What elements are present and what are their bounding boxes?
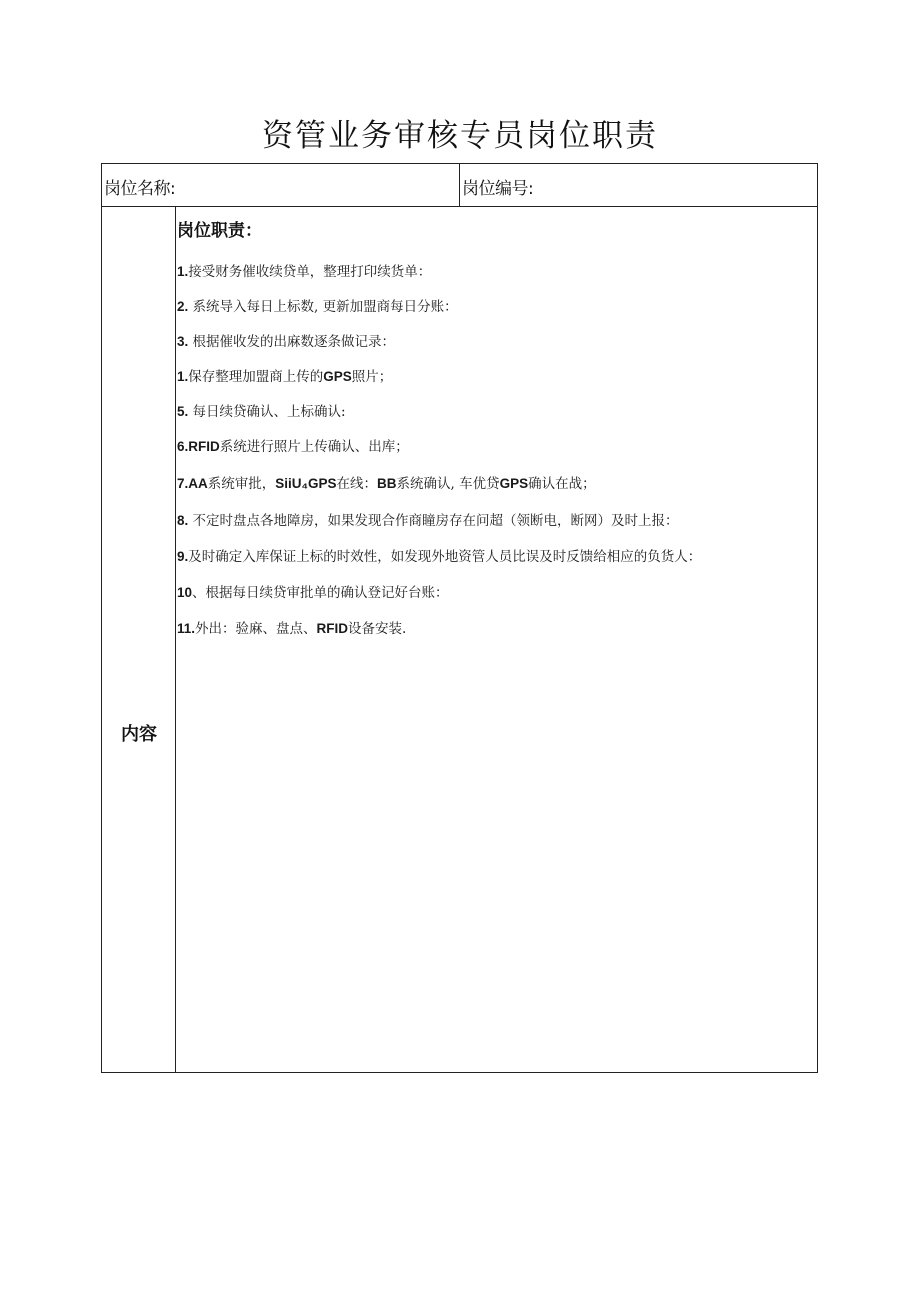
duty-item: 6.RFID系统进行照片上传确认、出库； xyxy=(177,439,409,455)
duties-heading: 岗位职责： xyxy=(177,221,262,241)
document-title: 资管业务审核专员岗位职责 xyxy=(262,118,658,154)
position-name-cell xyxy=(102,164,460,206)
job-duties-table xyxy=(101,163,818,1073)
duty-item: 1.保存整理加盟商上传的GPS照片； xyxy=(177,369,393,385)
duty-item: 7.AA系统审批，SiiU₄GPS在线：BB系统确认, 车优贷GPS确认在战； xyxy=(177,476,596,492)
duty-item: 3. 根据催收发的出麻数逐条做记录： xyxy=(177,334,396,350)
position-code-label: 岗位编号: xyxy=(462,179,534,199)
position-name-label: 岗位名称: xyxy=(104,179,176,199)
position-code-cell xyxy=(460,164,817,206)
duty-item: 11.外出：验麻、盘点、RFID设备安装. xyxy=(177,621,407,637)
duty-item: 1.接受财务催收续贷单，整理打印续货单： xyxy=(177,264,432,280)
duty-item: 5. 每日续贷确认、上标确认: xyxy=(177,404,346,420)
header-row xyxy=(102,164,817,207)
duty-item: 9.及时确定入库保证上标的时效性，如发现外地资管人员比误及时反馈给相应的负货人： xyxy=(177,549,702,565)
content-label: 内容 xyxy=(121,724,157,745)
duty-item: 8. 不定时盘点各地障房，如果发现合作商瞳房存在问超（领断电，断网）及时上报： xyxy=(177,513,679,529)
content-cell xyxy=(176,207,817,1072)
content-label-cell xyxy=(102,207,176,1072)
duty-item: 10、根据每日续贷审批单的确认登记好台账： xyxy=(177,585,449,601)
duty-item: 2. 系统导入每日上标数, 更新加盟商每日分账： xyxy=(177,299,458,315)
